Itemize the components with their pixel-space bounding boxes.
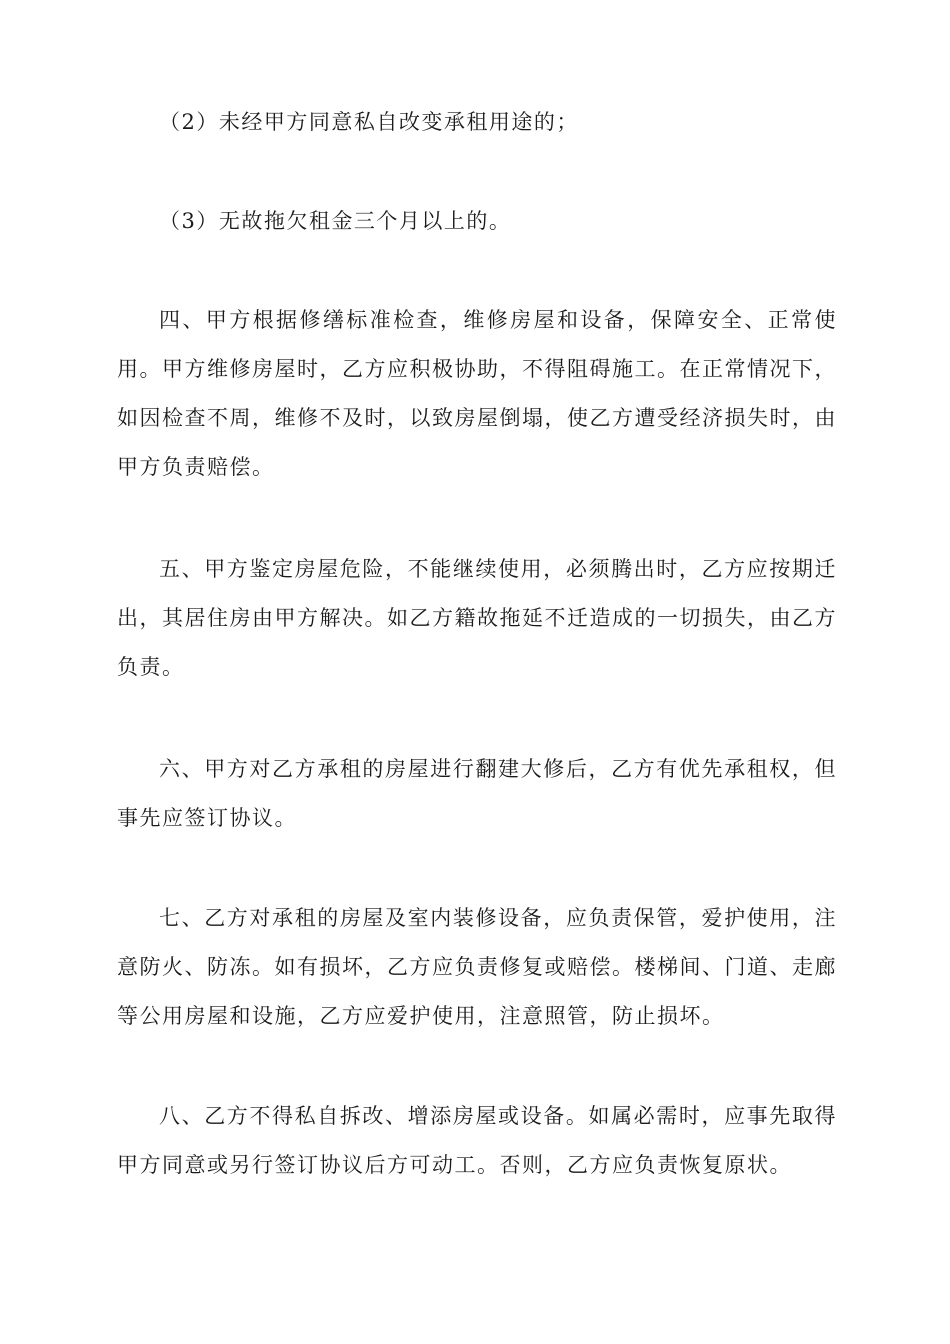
paragraph-clause-5: 五、甲方鉴定房屋危险，不能继续使用，必须腾出时，乙方应按期迁出，其居住房由甲方解决。如乙方籍故拖延不迁造成的一切损失，由乙方负责。 — [117, 557, 837, 679]
paragraph-clause-8: 八、乙方不得私自拆改、增添房屋或设备。如属必需时，应事先取得甲方同意或另行签订协议后方可动工。否则，乙方应负责恢复原状。 — [117, 1104, 837, 1177]
paragraph-item-3: （3）无故拖欠租金三个月以上的。 — [159, 209, 512, 233]
paragraph-clause-6: 六、甲方对乙方承租的房屋进行翻建大修后，乙方有优先承租权，但事先应签订协议。 — [117, 757, 837, 830]
paragraph-item-2: （2）未经甲方同意私自改变承租用途的； — [159, 110, 579, 134]
paragraph-clause-4: 四、甲方根据修缮标准检查，维修房屋和设备，保障安全、正常使用。甲方维修房屋时，乙方应积极协助，不得阻碍施工。在正常情况下，如因检查不周，维修不及时，以致房屋倒塌，使乙方遭受经济损失时，由甲方负责赔偿。 — [117, 308, 837, 479]
paragraph-clause-7: 七、乙方对承租的房屋及室内装修设备，应负责保管，爱护使用，注意防火、防冻。如有损坏，乙方应负责修复或赔偿。楼梯间、门道、走廊等公用房屋和设施，乙方应爱护使用，注意照管，防止损坏。 — [117, 906, 837, 1028]
